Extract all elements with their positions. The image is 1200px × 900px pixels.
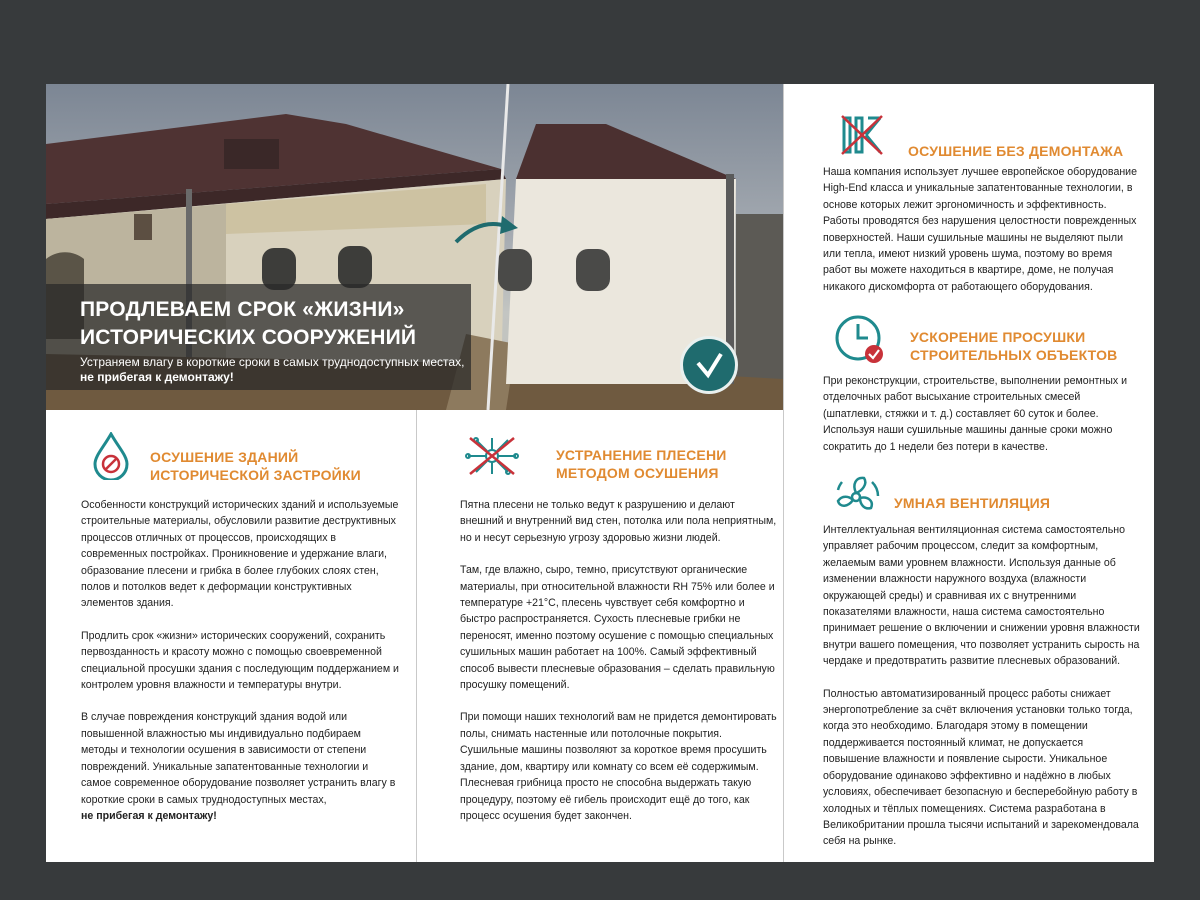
mold-crossed-icon	[464, 436, 520, 476]
section-text-no-demolition: Наша компания использует лучшее европейское оборудование High-End класса и уникальные запатентованные технологии, в основе которых лежит эргономичность и эффективность. Работы проводятся без нарушения целостности поврежденных поверхностей. Наши сушильные машины не выделяют пыли или тепла, имеют низкий уровень шума, поэтому во время работ вы можете находиться в квартире, доме, не получая никакого дискомфорта от работающего оборудования.	[823, 166, 1137, 293]
hero-subtitle: Устраняем влагу в короткие сроки в самых труднодоступных местах, не прибегая к демонтажу!	[80, 355, 465, 384]
section-title-mold: УСТРАНЕНИЕ ПЛЕСЕНИ МЕТОДОМ ОСУШЕНИЯ	[556, 447, 727, 481]
section-title-drying: УСКОРЕНИЕ ПРОСУШКИ СТРОИТЕЛЬНЫХ ОБЪЕКТОВ	[910, 329, 1118, 363]
section-text-drying: При реконструкции, строительстве, выполнении ремонтных и отделочных работ высыхание строительных смесей (шпатлевки, стяжки и т. д.) составляет 60 суток и более. Используя наши сушильные машины данные сроки можно сократить до 1 недели без потери в качестве.	[823, 375, 1128, 453]
column-divider	[783, 84, 784, 862]
hero-title: ПРОДЛЕВАЕМ СРОК «ЖИЗНИ» ИСТОРИЧЕСКИХ СООРУЖЕНИЙ	[80, 298, 417, 349]
section-title-ventilation: УМНАЯ ВЕНТИЛЯЦИЯ	[894, 495, 1051, 511]
column-divider	[416, 410, 417, 862]
section-text-mold: Пятна плесени не только ведут к разрушению и делают внешний и внутренний вид стен, потолка или пола неприятным, но и несут серьезную угрозу здоровью жизни людей. Там, где влажно, сыро, темно, присутствуют органические материалы, при относительной влажности RH 75% или более и температуре +21°C, плесень чувствует себя комфортно и быстро распространяется. Сухость плесневые грибки не переносят, именно поэтому осушение с помощью специальных сушильных машин работает на 100%. Самый эффективный способ вывести плесневые образования – сделать правильную просушку помещений. При помощи наших технологий вам не придется демонтировать полы, снимать настенные или потолочные покрытия. Сушильные машины позволяют за короткое время просушить здание, дом, квартиру или комнату со всем её содержимым. Плесневая грибница просто не способна выдержать такую процедуру, поэтому её гибель происходит ещё до того, как процесс осушения будет закончен.	[460, 499, 777, 822]
clock-check-icon	[834, 314, 886, 366]
wall-crossed-icon	[840, 114, 884, 156]
fan-icon	[834, 474, 882, 520]
brochure-sheet	[46, 84, 1154, 862]
section-title-historic: ОСУШЕНИЕ ЗДАНИЙ ИСТОРИЧЕСКОЙ ЗАСТРОЙКИ	[150, 449, 361, 483]
water-drop-no-icon	[93, 432, 129, 480]
checkmark-icon	[680, 336, 738, 394]
arrow-icon	[450, 212, 520, 252]
section-text-historic: Особенности конструкций исторических зданий и используемые строительные материалы, обусловили развитие деструктивных процессов отличных от процессов, происходящих в современных постройках. Проникновение и удержание влаги, образование плесени и грибка в более глубоких слоях стен, полов и потолков ведет к деформации конструктивных элементов здания. Продлить срок «жизни» исторических сооружений, сохранить первозданность и красоту можно с помощью своевременной специальной просушки здания с последующим поддержанием и контролем уровня влажности и температуры внутри. В случае повреждения конструкций здания водой или повышенной влажностью мы индивидуально подбираем методы и технологии осушения в зависимости от степени повреждений. Уникальные запатентованные технологии и самое современное оборудование позволяет устранить влагу в короткие сроки в самых труднодоступных местах, не прибегая к демонтажу!	[81, 499, 399, 822]
hero-image	[46, 84, 783, 410]
section-text-ventilation: Интеллектуальная вентиляционная система самостоятельно управляет рабочим процессом, следит за комфортным, желаемым вами уровнем влажности. Используя данные об изменении влажности наружного воздуха (влажности окружающей среды) и сравнивая их с внутренними показателями влажности, наша система самостоятельно принимает решение о включении и снижении уровня влажности внутри вашего помещения, что позволяет устранить сырость на чердаке и предотвратить развитие плесневых образований. Полностью автоматизированный процесс работы снижает энергопотребление за счёт включения установки только тогда, когда это необходимо. Благодаря этому в помещении поддерживается постоянный климат, не допускается повышение влажности и появление сырости. Уникальное оборудование одинаково эффективно и надёжно в любых условиях, обеспечивает безопасную и бесперебойную работу в холодных и тёплых помещениях. Система разработана в Великобритании прошла тысячи испытаний и зарекомендовала себя на рынке.	[823, 524, 1140, 848]
section-title-no-demolition: ОСУШЕНИЕ БЕЗ ДЕМОНТАЖА	[908, 143, 1124, 159]
